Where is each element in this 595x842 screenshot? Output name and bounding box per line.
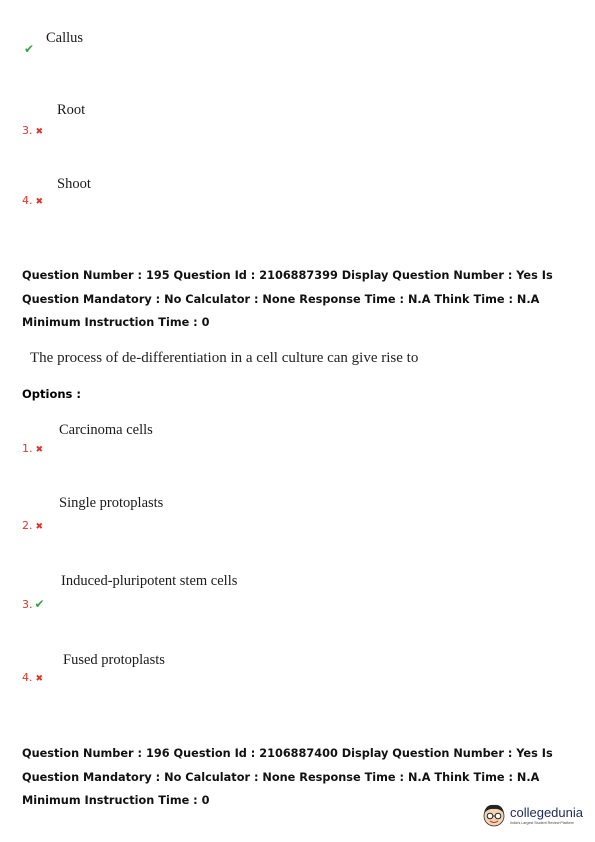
question-meta: Question Number : 195 Question Id : 2106887399 Display Question Number : Yes Is Question Mandatory : No Calculator : None Response Time : N.A Think Time : N.A Minimum Instruction Time : 0 bbox=[22, 269, 553, 329]
option-number: 4. ✖ bbox=[22, 194, 44, 207]
option-text: Shoot bbox=[57, 176, 91, 192]
question-meta: Question Number : 196 Question Id : 2106887400 Display Question Number : Yes Is Question Mandatory : No Calculator : None Response Time : N.A Think Time : N.A Minimum Instruction Time : 0 bbox=[22, 747, 553, 807]
option-number: 2. ✖ bbox=[22, 519, 44, 532]
mascot-icon bbox=[481, 802, 507, 828]
check-icon: ✔ bbox=[24, 42, 35, 56]
check-icon: ✔ bbox=[34, 597, 45, 611]
options-label: Options : bbox=[22, 387, 81, 401]
cross-icon: ✖ bbox=[35, 674, 44, 684]
cross-icon: ✖ bbox=[35, 445, 44, 455]
option-correct-mark bbox=[22, 38, 34, 57]
cross-icon: ✖ bbox=[35, 127, 44, 137]
option-text: Fused protoplasts bbox=[63, 652, 165, 668]
question-text: The process of de-differentiation in a cell culture can give rise to bbox=[30, 350, 419, 366]
collegedunia-logo bbox=[481, 802, 583, 828]
option-number: 3. ✔ bbox=[22, 597, 45, 611]
logo-name: collegedunia bbox=[509, 804, 583, 820]
cross-icon: ✖ bbox=[35, 522, 44, 532]
option-text: Carcinoma cells bbox=[59, 422, 153, 438]
option-text: Single protoplasts bbox=[59, 495, 164, 511]
option-number: 1. ✖ bbox=[22, 442, 44, 455]
cross-icon: ✖ bbox=[35, 197, 44, 207]
option-text: Root bbox=[57, 102, 86, 118]
option-number: 4. ✖ bbox=[22, 671, 44, 684]
option-number: 3. ✖ bbox=[22, 124, 44, 137]
option-text: Callus bbox=[46, 30, 84, 46]
logo-tagline: India's Largest Student Review Platform bbox=[509, 820, 574, 825]
option-text: Induced-pluripotent stem cells bbox=[61, 573, 238, 589]
